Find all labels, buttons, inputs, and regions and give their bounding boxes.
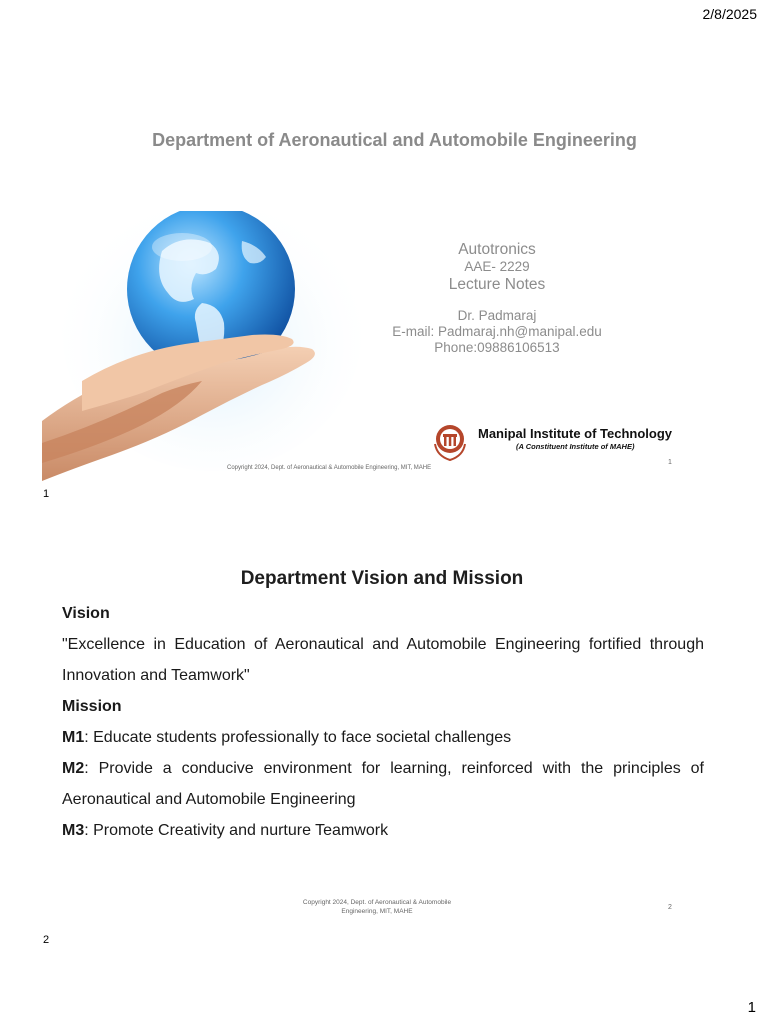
slide-1-title: Department of Aeronautical and Automobile Engineering (152, 130, 637, 150)
mission-text: : Educate students professionally to face societal challenges (84, 729, 512, 746)
vision-text: "Excellence in Education of Aeronautical and Automobile Engineering fortified through Innovation and Teamwork" (62, 636, 704, 684)
mission-id: M3 (62, 822, 85, 839)
globe-in-hands-image (42, 211, 364, 481)
lecture-notes-label: Lecture Notes (448, 276, 546, 293)
institute-name: Manipal Institute of Technology (478, 426, 673, 441)
slide-1-copyright: Copyright 2024, Dept. of Aeronautical & Automobile Engineering, MIT, MAHE (227, 465, 432, 471)
slide-1-label: 1 (43, 488, 50, 500)
mission-text: : Provide a conducive environment for learning, reinforced with the principles of Aeronautical and Automobile Engineering (62, 760, 704, 808)
course-info (347, 240, 647, 356)
author-email: E-mail: Padmaraj.nh@manipal.edu (392, 324, 602, 339)
course-code: AAE- 2229 (464, 259, 530, 274)
mission-text: : Promote Creativity and nurture Teamwork (84, 822, 389, 839)
mission-item-m1 (62, 722, 704, 753)
course-name: Autotronics (458, 241, 536, 258)
page-number: 1 (747, 999, 756, 1016)
slide-2-title: Department Vision and Mission (240, 568, 524, 589)
slide-1 (42, 116, 706, 482)
mission-item-m3 (62, 815, 704, 846)
slide-2-number: 2 (668, 904, 672, 911)
mit-logo-icon (431, 422, 469, 462)
copyright-line-2: Engineering, MIT, MAHE (341, 908, 413, 915)
mission-id: M2 (62, 760, 85, 777)
slide-2-copyright (272, 898, 482, 916)
vision-heading: Vision (62, 605, 110, 622)
vision-mission-body (62, 598, 704, 846)
copyright-line-1: Copyright 2024, Dept. of Aeronautical & Automobile (302, 899, 452, 906)
institute-subtitle: (A Constituent Institute of MAHE) (516, 442, 635, 451)
mission-item-m2 (62, 753, 704, 815)
slide-2 (42, 560, 706, 926)
slide-1-number: 1 (668, 459, 672, 466)
mission-heading: Mission (62, 698, 122, 715)
slide-2-label: 2 (43, 934, 50, 946)
print-date: 2/8/2025 (702, 6, 757, 22)
author-phone: Phone:09886106513 (434, 340, 560, 355)
author-name: Dr. Padmaraj (457, 308, 537, 323)
mission-id: M1 (62, 729, 85, 746)
